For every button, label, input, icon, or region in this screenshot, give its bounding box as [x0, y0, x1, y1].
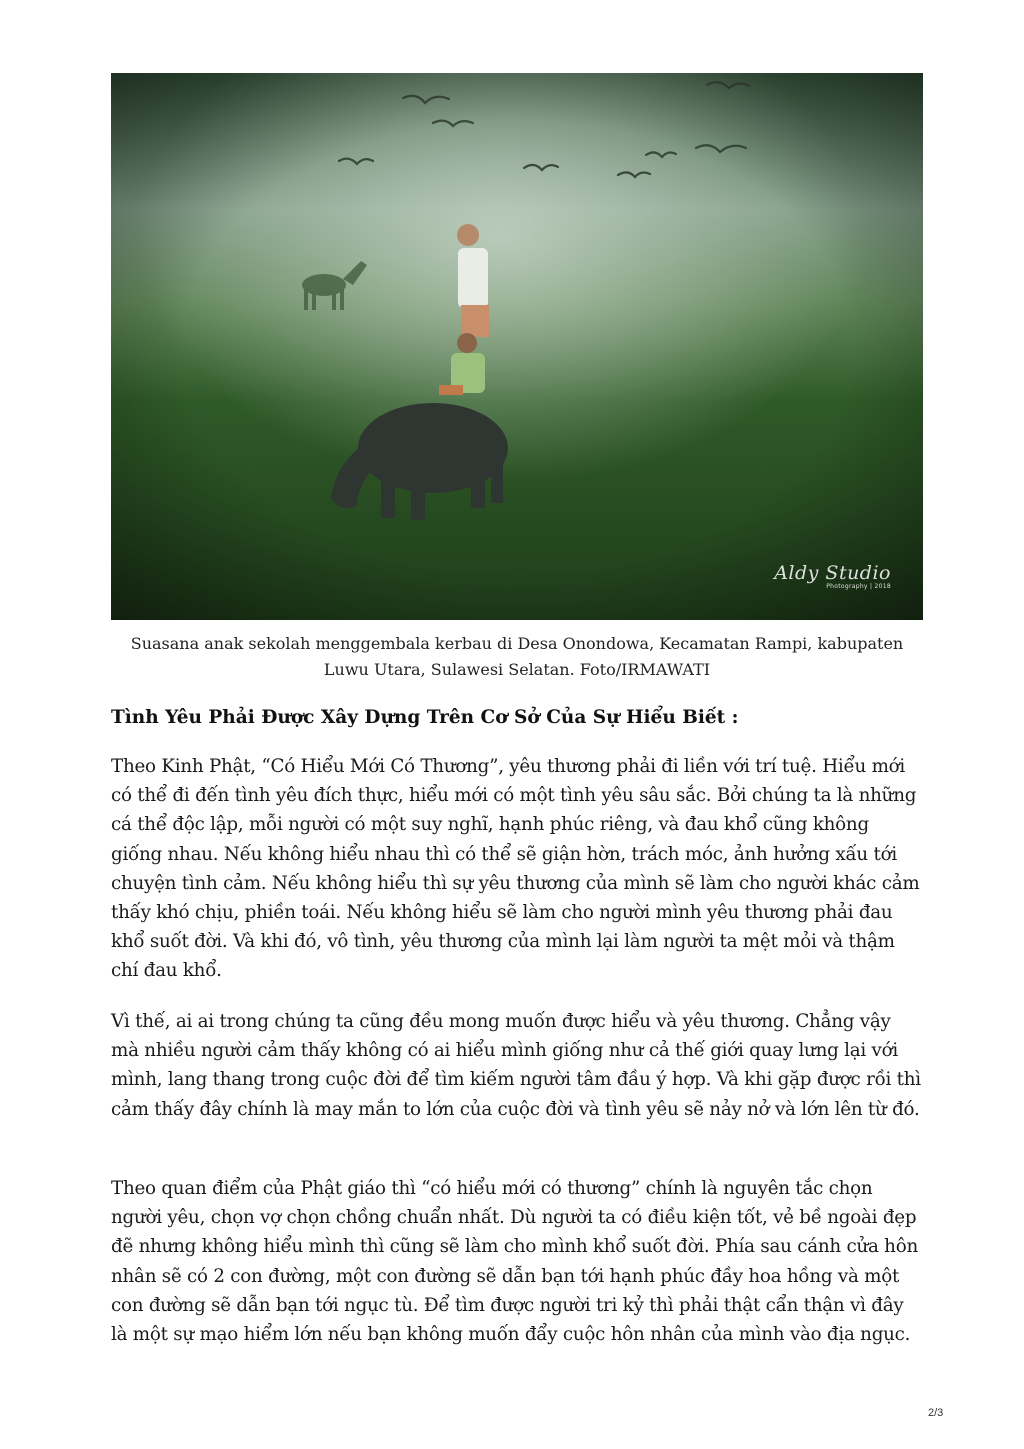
- article-photo: [111, 73, 923, 620]
- paragraph-1: Theo Kinh Phật, “Có Hiểu Mới Có Thương”, yêu thương phải đi liền với trí tuệ. Hiểu mới có thể đi đến tình yêu đích thực, hiểu mới có một tình yêu sâu sắc. Bởi chúng ta là những cá thể độc lập, mỗi người có một suy nghĩ, hạnh phúc riêng, và đau khổ cũng không giống nhau. Nếu không hiểu nhau thì có thể sẽ giận hờn, trách móc, ảnh hưởng xấu tới chuyện tình cảm. Nếu không hiểu thì sự yêu thương của mình sẽ làm cho người khác cảm thấy khó chịu, phiền toái. Nếu không hiểu sẽ làm cho người mình yêu thương phải đau khổ suốt đời. Và khi đó, vô tình, yêu thương của mình lại làm người ta mệt mỏi và thậm chí đau khổ.: [111, 756, 920, 982]
- paragraph-2: Vì thế, ai ai trong chúng ta cũng đều mong muốn được hiểu và yêu thương. Chẳng vậy mà nhiều người cảm thấy không có ai hiểu mình giống như cả thế giới quay lưng lại với mình, lang thang trong cuộc đời để tìm kiếm người tâm đầu ý hợp. Và khi gặp được rồi thì cảm thấy đây chính là may mắn to lớn của cuộc đời và tình yêu sẽ nảy nở và lớn lên từ đó.: [111, 1011, 921, 1120]
- paragraph-3: Theo quan điểm của Phật giáo thì “có hiểu mới có thương” chính là nguyên tắc chọn người yêu, chọn vợ chọn chồng chuẩn nhất. Dù người ta có điều kiện tốt, vẻ bề ngoài đẹp đẽ nhưng không hiểu mình thì cũng sẽ làm cho mình khổ suốt đời. Phía sau cánh cửa hôn nhân sẽ có 2 con đường, một con đường sẽ dẫn bạn tới hạnh phúc đầy hoa hồng và một con đường sẽ dẫn bạn tới ngục tù. Để tìm được người tri kỷ thì phải thật cẩn thận vì đây là một sự mạo hiểm lớn nếu bạn không muốn đẩy cuộc hôn nhân của mình vào địa ngục.: [111, 1178, 918, 1346]
- photo-scene: [111, 73, 923, 620]
- watermark-subtitle: Photography | 2018: [826, 583, 891, 590]
- photo-watermark: [774, 562, 891, 590]
- section-heading: Tình Yêu Phải Được Xây Dựng Trên Cơ Sở Của Sự Hiểu Biết :: [111, 707, 739, 728]
- page-number: 2/3: [928, 1407, 944, 1419]
- watermark-brand: Aldy Studio: [774, 562, 891, 584]
- photo-caption: Suasana anak sekolah menggembala kerbau di Desa Onondowa, Kecamatan Rampi, kabupaten Luwu Utara, Sulawesi Selatan. Foto/IRMAWATI: [130, 634, 904, 679]
